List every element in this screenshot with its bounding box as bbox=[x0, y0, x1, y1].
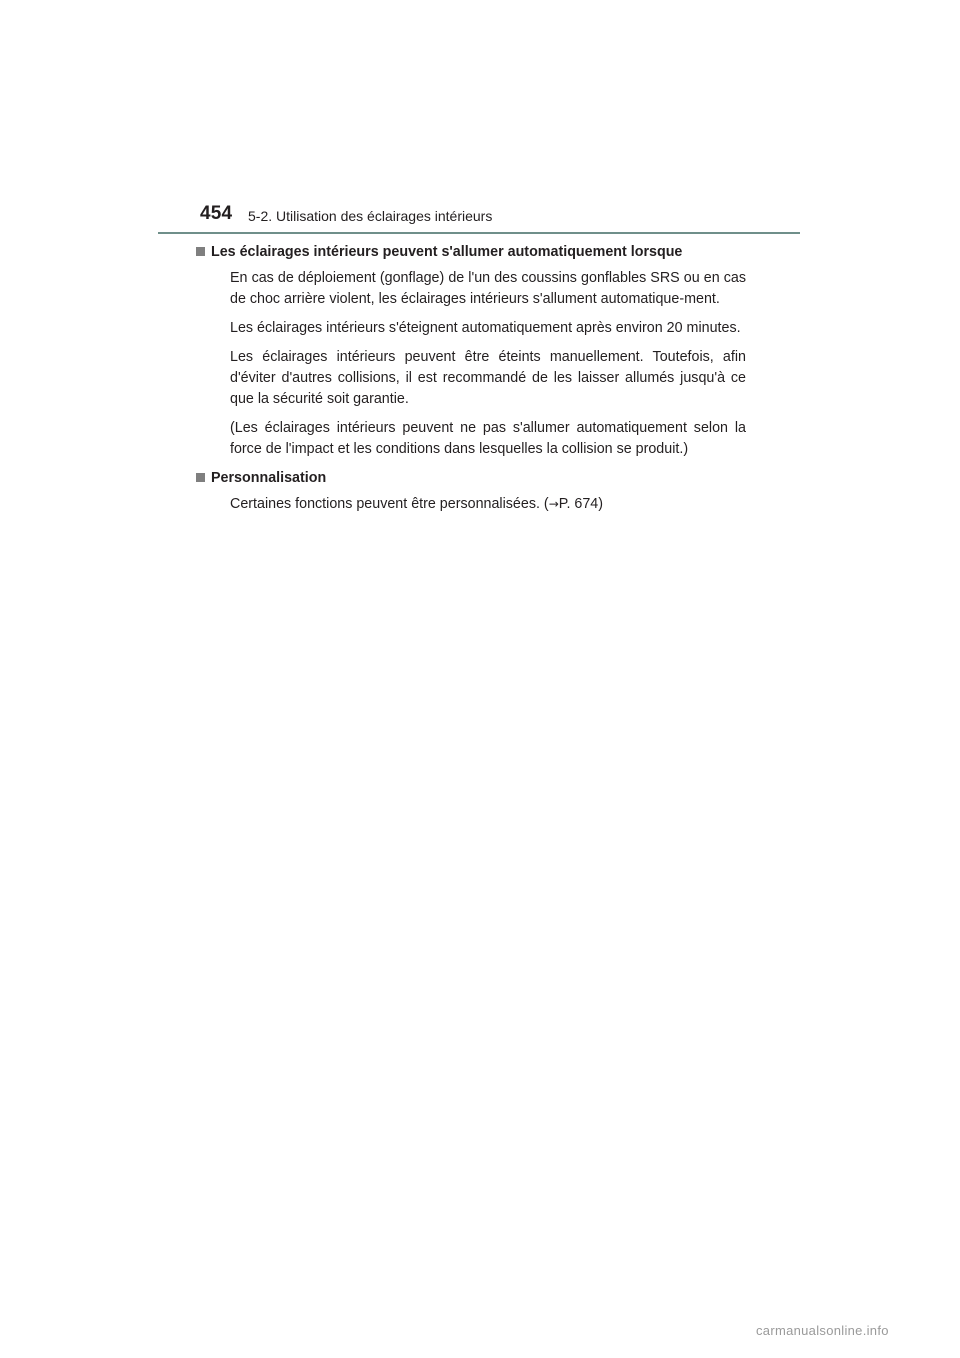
page-header bbox=[200, 203, 800, 233]
paragraph: Les éclairages intérieurs s'éteignent automatiquement après environ 20 minutes. bbox=[230, 320, 741, 336]
item-heading bbox=[211, 468, 746, 488]
item-auto-lighting bbox=[211, 242, 746, 460]
square-bullet-icon bbox=[196, 247, 205, 256]
paragraph-text: Certaines fonctions peuvent être personnalisées. ( bbox=[230, 496, 549, 512]
paragraph: En cas de déploiement (gonflage) de l'un des coussins gonflables SRS ou en cas de choc arrière violent, les éclairages intérieurs s'allument automatique-ment. bbox=[230, 270, 746, 307]
page-content bbox=[211, 242, 746, 523]
page-reference-link[interactable]: P. 674) bbox=[558, 496, 604, 512]
page-number: 454 bbox=[200, 203, 233, 224]
arrow-right-icon: → bbox=[548, 497, 559, 511]
square-bullet-icon bbox=[196, 473, 205, 482]
paragraph: (Les éclairages intérieurs peuvent ne pas s'allumer automatiquement selon la force de l'impact et les conditions dans lesquelles la collision se produit.) bbox=[230, 420, 746, 457]
watermark: carmanualsonline.info bbox=[756, 1323, 889, 1338]
item-heading-text: Personnalisation bbox=[211, 470, 327, 486]
item-heading bbox=[211, 242, 746, 262]
item-personalisation bbox=[211, 468, 746, 515]
paragraph bbox=[230, 494, 746, 515]
section-title: 5-2. Utilisation des éclairages intérieurs bbox=[248, 208, 493, 224]
header-divider bbox=[158, 232, 800, 234]
paragraph: Les éclairages intérieurs peuvent être éteints manuellement. Toutefois, afin d'éviter d'autres collisions, il est recommandé de les laisser allumés jusqu'à ce que la sécurité soit garantie. bbox=[230, 349, 746, 407]
item-heading-text: Les éclairages intérieurs peuvent s'allumer automatiquement lorsque bbox=[211, 244, 683, 260]
